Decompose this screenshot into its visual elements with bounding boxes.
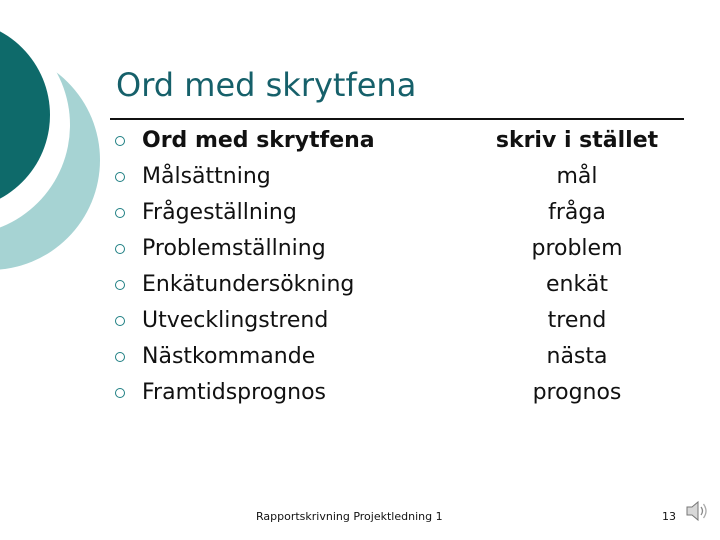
header-left: Ord med skrytfena bbox=[142, 128, 375, 153]
list-item bbox=[0, 340, 720, 376]
word: Nästkommande bbox=[142, 344, 316, 369]
replacement: fråga bbox=[548, 200, 606, 225]
replacement: nästa bbox=[546, 344, 608, 369]
circle-bullet-icon bbox=[115, 244, 125, 254]
replacement: enkät bbox=[546, 272, 608, 297]
word-list bbox=[0, 124, 720, 412]
word: Problemställning bbox=[142, 236, 326, 261]
page-number: 13 bbox=[662, 510, 676, 523]
word: Framtidsprognos bbox=[142, 380, 326, 405]
slide-title: Ord med skrytfena bbox=[116, 66, 417, 104]
word: Utvecklingstrend bbox=[142, 308, 329, 333]
list-item bbox=[0, 376, 720, 412]
circle-bullet-icon bbox=[115, 316, 125, 326]
footer-text: Rapportskrivning Projektledning 1 bbox=[256, 510, 443, 523]
speaker-icon[interactable] bbox=[684, 498, 710, 524]
circle-bullet-icon bbox=[115, 172, 125, 182]
circle-bullet-icon bbox=[115, 388, 125, 398]
list-item bbox=[0, 304, 720, 340]
list-item bbox=[0, 268, 720, 304]
list-item bbox=[0, 196, 720, 232]
replacement: trend bbox=[547, 308, 607, 333]
list-item bbox=[0, 160, 720, 196]
circle-bullet-icon bbox=[115, 280, 125, 290]
word: Målsättning bbox=[142, 164, 271, 189]
replacement: mål bbox=[556, 164, 598, 189]
title-divider bbox=[110, 118, 684, 120]
replacement: prognos bbox=[532, 380, 622, 405]
circle-bullet-icon bbox=[115, 136, 125, 146]
list-item bbox=[0, 232, 720, 268]
header-right: skriv i stället bbox=[495, 128, 659, 153]
list-header-row bbox=[0, 124, 720, 160]
word: Frågeställning bbox=[142, 200, 297, 225]
circle-bullet-icon bbox=[115, 352, 125, 362]
word: Enkätundersökning bbox=[142, 272, 355, 297]
replacement: problem bbox=[531, 236, 623, 261]
circle-bullet-icon bbox=[115, 208, 125, 218]
